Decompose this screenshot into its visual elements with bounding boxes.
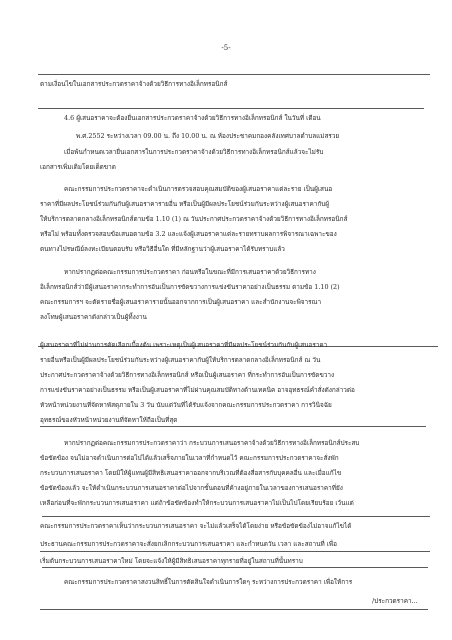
text-line: หากปรากฏต่อคณะกรรมการประกวดราคา ก่อนหรือในขณะที่มีการเสนอราคาด้วยวิธีการทาง [64,268,316,276]
text-line: หัวหน้าหน่วยงานที่จัดหาพัสดุภายใน 3 วัน นับแต่วันที่ได้รับแจ้งจากคณะกรรมการประกวดราคา การวินิจฉัย [40,401,332,409]
underline-rule [40,426,426,427]
text-line: เหลือก่อนที่จะพักกระบวนการเสนอราคา แต่ถ้าข้อขัดข้องทำให้กระบวนการเสนอราคาไม่เป็นไปโดยเรียบร้อย เว้นแต่ [40,499,354,507]
text-line: ราคาที่มีผลประโยชน์ร่วมกันกับผู้เสนอราคารายอื่น หรือเป็นผู้มีผลประโยชน์ร่วมกันระหว่างผู้เสนอราคากับผู้ [40,200,330,208]
text-line: การแข่งขันราคาอย่างเป็นธรรม หรือเป็นผู้เสนอราคาที่ไม่ผ่านคุณสมบัติทางด้านเทคนิค อาจอุทธรณ์คำสั่งดังกล่าวต่อ [40,386,355,394]
text-line: หากปรากฏต่อคณะกรรมการประกวดราคาว่า กระบวนการเสนอราคาจ้างด้วยวิธีการทางอิเล็กทรอนิกส์ประสบ [64,439,360,447]
text-line: เอกสารเพิ่มเติมโดยเด็ดขาด [40,163,116,171]
underline-rule [38,74,430,75]
text-line: ผู้เสนอราคาที่ไม่ผ่านการคัดเลือกเบื้องต้น เพราะเหตุเป็นผู้เสนอราคาที่มีผลประโยชน์ร่วมกันกับผู้เสนอราคา [40,341,328,349]
text-line: ประธานคณะกรรมการประกวดราคาจะสั่งยกเลิกกระบวนการเสนอราคา และกำหนดวัน เวลา และสถานที่ เพื่อ [40,540,337,548]
text-line: หรือไม่ พร้อมทั้งตรวจสอบข้อเสนอตามข้อ 3.2 และแจ้งผู้เสนอราคาแต่ละรายทราบผลการพิจารณาเฉพาะของ [40,230,337,238]
text-line: ลงโทษผู้เสนอราคาดังกล่าวเป็นผู้ทิ้งงาน [40,313,147,321]
text-line: คณะกรรมการประกวดราคาสงวนสิทธิ์ในการตัดสินใจดำเนินการใดๆ ระหว่างการประกวดราคา เพื่อให้การ [64,578,353,586]
underline-rule [42,516,430,517]
text-line: คณะกรรมการฯ จะตัดรายชื่อผู้เสนอราคารายนั้นออกจากการเป็นผู้เสนอราคา และสำนักงานจะพิจารณา [40,298,322,306]
text-line: อุทธรณ์ของหัวหน้าหน่วยงานที่จัดหาให้ถือเป็นที่สุด [40,416,178,424]
text-line: เริ่มต้นกระบวนการเสนอราคาใหม่ โดยจะแจ้งให้ผู้มีสิทธิเสนอราคาทุกรายที่อยู่ในสถานที่นั้นทราบ [40,557,303,565]
text-line: ข้อขัดข้องแล้ว จะให้ดำเนินกระบวนการเสนอราคาต่อไปจากขั้นตอนที่ค้างอยู่ภายในเวลาของการเสนอราคาที่ยัง [40,484,343,492]
text-line: กระบวนการเสนอราคา โดยมิให้ผู้แทนผู้มีสิทธิเสนอราคาออกจากบริเวณที่ต้องสื่อสารกับบุคคลอื่น และเมื่อแก้ไข [40,469,342,477]
text-line: ให้บริการตลาดกลางอิเล็กทรอนิกส์ตามข้อ 1.10 (1) ณ วันประกาศประกวดราคาจ้างด้วยวิธีการทางอิเล็กทรอนิกส์ [40,215,348,223]
text-line: พ.ศ.2552 ระหว่างเวลา 09.00 น. ถึง 10.00 น. ณ ห้องประชาคมกองคลังเทศบาลตำบลแม่สรวย [76,132,340,140]
text-line: ข้อขัดข้อง จนไม่อาจดำเนินการต่อไปได้แล้วเสร็จภายในเวลาที่กำหนดไว้ คณะกรรมการประกวดราคาจะสั่งพัก [40,454,339,462]
text-line: ตามเงื่อนไขในเอกสารประกวดราคาจ้างด้วยวิธีการทางอิเล็กทรอนิกส์ [40,80,228,88]
page-number: -5- [221,44,231,52]
text-line: /ประกวดราคา... [372,597,418,605]
text-line: คณะกรรมการประกวดราคาเห็นว่ากระบวนการเสนอราคา จะไม่แล้วเสร็จได้โดยง่าย หรือข้อขัดข้องไม่อาจแก้ไขได้ [40,522,352,530]
text-line: 4.6 ผู้เสนอราคาจะต้องยื่นเอกสารประกวดราคาจ้างด้วยวิธีการทางอิเล็กทรอนิกส์ ในวันที่ เดือน [64,114,321,122]
text-line: อิเล็กทรอนิกส์ว่ามีผู้เสนอราคากระทำการอันเป็นการขัดขวางการแข่งขันราคาอย่างเป็นธรรม ตามข้อ 1.10 (2) [40,283,340,291]
text-line: คณะกรรมการประกวดราคาจะดำเนินการตรวจสอบคุณสมบัติของผู้เสนอราคาแต่ละราย เป็นผู้เสนอ [64,185,333,193]
text-line: ประกาศประกวดราคาจ้างด้วยวิธีการทางอิเล็กทรอนิกส์ หรือเป็นผู้เสนอราคา ที่กระทำการอันเป็นการขัดขวาง [40,371,335,379]
text-line: ตนทางไปรษณีย์ลงทะเบียนตอบรับ หรือวิธีอื่นใด ที่มีหลักฐานว่าผู้เสนอราคาได้รับทราบแล้ว [40,245,285,253]
underline-rule [38,108,424,109]
underline-rule [42,567,428,568]
underline-rule [40,609,428,610]
underline-rule [40,551,430,552]
text-line: เมื่อพ้นกำหนดเวลายื่นเอกสารในการประกวดราคาจ้างด้วยวิธีการทางอิเล็กทรอนิกส์แล้วจะไม่รับ [64,148,324,156]
text-line: รายอื่นหรือเป็นผู้มีผลประโยชน์ร่วมกันระหว่างผู้เสนอราคากับผู้ให้บริการตลาดกลางอิเล็กทรอนิกส์ ณ วัน [40,356,321,364]
